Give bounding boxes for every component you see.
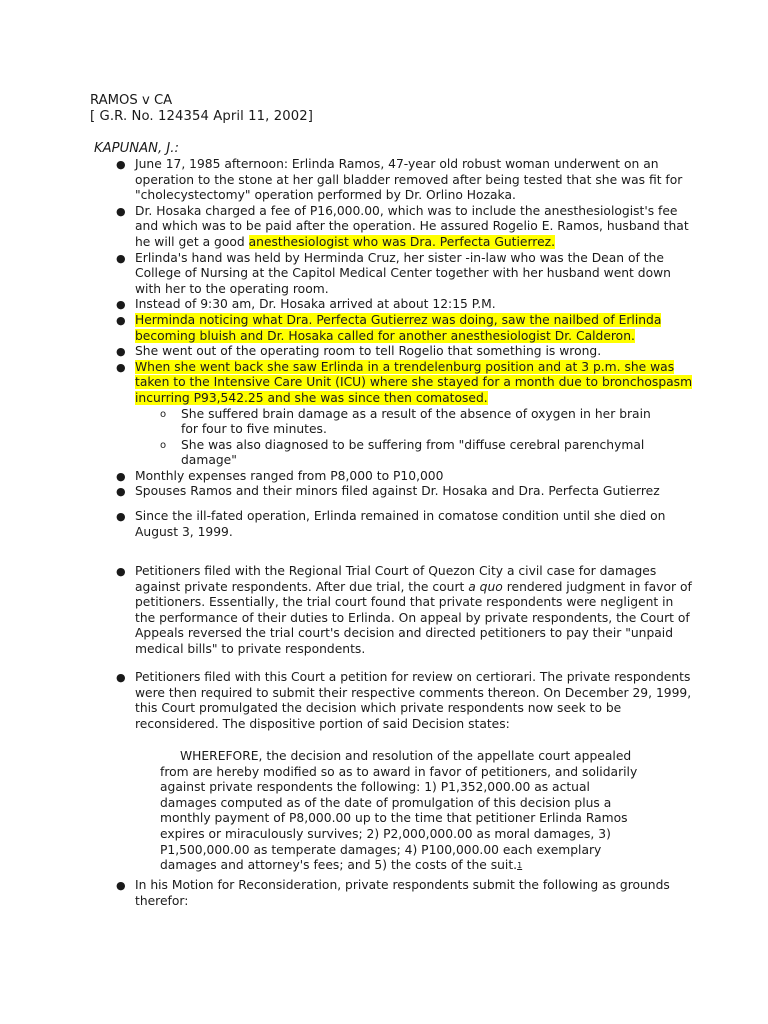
ponente-name: KAPUNAN, J.: bbox=[94, 141, 179, 156]
list-item bbox=[116, 297, 695, 313]
fact-text: Dr. Hosaka charged a fee of P16,000.00, which was to include the anesthesiologist's fee and which was to be paid after the operation. He assured Rogelio E. Ramos, husband that he will get a good bbox=[135, 203, 689, 249]
quoted-decision bbox=[160, 749, 650, 874]
bullet-icon: ● bbox=[116, 565, 126, 578]
list-item bbox=[116, 484, 695, 500]
quote-text: WHEREFORE, the decision and resolution of the appellate court appealed from are hereby modified so as to award in favor of petitioners, and solidarily against private respondents the following: 1) P1,352,000.00 as actual damages computed as of the date of promulgation of this decision plus a monthly payment of P8,000.00 up to the time that petitioner Erlinda Ramos expires or miraculously survives; 2) P2,000,000.00 as moral damages, 3) P1,500,000.00 as temperate damages; 4) P100,000.00 each exemplary damages and attorney's fees; and 5) the costs of the suit. bbox=[160, 749, 638, 873]
fact-text: June 17, 1985 afternoon: Erlinda Ramos, 47-year old robust woman underwent on an operation to the stone at her gall bladder removed after being tested that she was fit for "cholecystectomy" operation performed by Dr. Orlino Hozaka. bbox=[135, 157, 683, 203]
circle-bullet-icon: o bbox=[160, 439, 167, 451]
list-item bbox=[116, 670, 695, 732]
sub-list-item bbox=[160, 406, 651, 438]
sub-text: She was also diagnosed to be suffering from "diffuse cerebral parenchymal damage" bbox=[181, 437, 645, 468]
list-item bbox=[116, 878, 695, 909]
paragraph-list-2 bbox=[116, 564, 695, 658]
fact-text: Monthly expenses ranged from P8,000 to P10,000 bbox=[135, 468, 444, 483]
facts-list bbox=[116, 157, 695, 500]
list-item bbox=[116, 344, 695, 360]
list-item bbox=[116, 157, 695, 204]
footnote-link[interactable]: 1 bbox=[517, 861, 523, 871]
bullet-icon: ● bbox=[116, 485, 126, 499]
case-citation: [ G.R. No. 124354 April 11, 2002] bbox=[90, 109, 313, 124]
bullet-icon: ● bbox=[116, 671, 126, 684]
bullet-icon: ● bbox=[116, 313, 126, 327]
case-title: RAMOS v CA bbox=[90, 93, 173, 108]
list-item bbox=[116, 564, 695, 658]
highlighted-text: When she went back she saw Erlinda in a trendelenburg position and at 3 p.m. she was taken to the Intensive Care Unit (ICU) where she stayed for a month due to bronchospasm incurring P93,542.25 and she was since then comatosed. bbox=[135, 359, 693, 405]
sub-text: She suffered brain damage as a result of the absence of oxygen in her brain for four to five minutes. bbox=[181, 406, 651, 437]
fact-text: Instead of 9:30 am, Dr. Hosaka arrived at about 12:15 P.M. bbox=[135, 297, 496, 312]
list-item bbox=[116, 250, 695, 298]
bullet-icon: ● bbox=[116, 345, 126, 359]
paragraph-text: Petitioners filed with the Regional Trial Court of Quezon City a civil case for damages against private respondents. After due trial, the court bbox=[135, 564, 657, 594]
fact-text: Spouses Ramos and their minors filed against Dr. Hosaka and Dra. Perfecta Gutierrez bbox=[135, 484, 660, 499]
bullet-icon: ● bbox=[116, 510, 126, 523]
sub-list bbox=[135, 407, 695, 469]
bullet-icon: ● bbox=[116, 251, 126, 265]
list-item bbox=[116, 359, 695, 469]
paragraph-list-4 bbox=[116, 878, 695, 909]
ponente bbox=[94, 141, 179, 157]
highlighted-text: Herminda noticing what Dra. Perfecta Gutierrez was doing, saw the nailbed of Erlinda becoming bluish and Dr. Hosaka called for another anesthesiologist Dr. Calderon. bbox=[135, 312, 662, 343]
list-item bbox=[116, 468, 695, 485]
bullet-icon: ● bbox=[116, 879, 126, 892]
list-item bbox=[116, 312, 695, 344]
sub-list-item bbox=[160, 437, 661, 469]
paragraph-text: In his Motion for Reconsideration, private respondents submit the following as grounds therefor: bbox=[135, 878, 670, 908]
bullet-icon: ● bbox=[116, 158, 126, 171]
bullet-icon: ● bbox=[116, 298, 126, 312]
list-item bbox=[116, 509, 695, 540]
fact-text: Erlinda's hand was held by Herminda Cruz, her sister -in-law who was the Dean of the College of Nursing at the Capitol Medical Center together with her husband went down with her to the operating room. bbox=[135, 250, 671, 296]
paragraph-list-1 bbox=[116, 509, 695, 540]
bullet-icon: ● bbox=[116, 204, 126, 218]
list-item bbox=[116, 203, 695, 251]
italic-text: a quo bbox=[468, 579, 503, 594]
paragraph-text: rendered judgment in favor of petitioners. Essentially, the trial court found that private respondents were negligent in the performance of their duties to Erlinda. On appeal by private respondents, the Court of Appeals reversed the trial court's decision and directed petitioners to pay their "unpaid medical bills" to private respondents. bbox=[135, 579, 692, 656]
fact-text: She went out of the operating room to tell Rogelio that something is wrong. bbox=[135, 344, 602, 359]
bullet-icon: ● bbox=[116, 469, 126, 483]
paragraph-text: Petitioners filed with this Court a petition for review on certiorari. The private respondents were then required to submit their respective comments thereon. On December 29, 1999, this Court promulgated the decision which private respondents now seek to be reconsidered. The dispositive portion of said Decision states: bbox=[135, 670, 692, 731]
circle-bullet-icon: o bbox=[160, 408, 167, 420]
highlighted-text: anesthesiologist who was Dra. Perfecta Gutierrez. bbox=[248, 234, 556, 249]
paragraph-text: Since the ill-fated operation, Erlinda remained in comatose condition until she died on August 3, 1999. bbox=[135, 509, 666, 539]
paragraph-list-3 bbox=[116, 670, 695, 732]
bullet-icon: ● bbox=[116, 360, 126, 374]
